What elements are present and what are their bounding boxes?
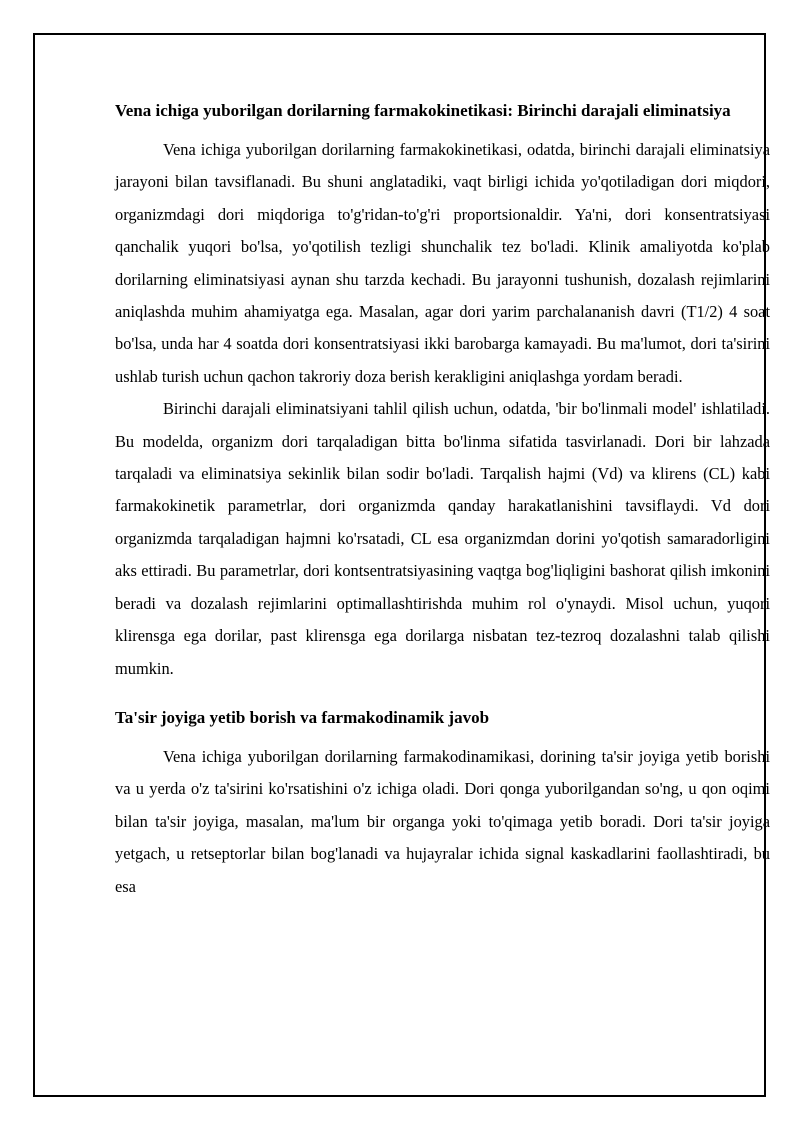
paragraph-1: Vena ichiga yuborilgan dorilarning farmakokinetikasi, odatda, birinchi darajali eliminatsiya jarayoni bilan tavsiflanadi. Bu shuni anglatadiki, vaqt birligi ichida yo'qotiladigan dori miqdori, organizmdagi dori miqdoriga to'g'ridan-to'g'ri proportsionaldir. Ya'ni, dori konsentratsiyasi qanchalik yuqori bo'lsa, yo'qotilish tezligi shunchalik tez bo'ladi. Klinik amaliyotda ko'plab dorilarning eliminatsiyasi aynan shu tarzda kechadi. Bu jarayonni tushunish, dozalash rejimlarini aniqlashda muhim ahamiyatga ega. Masalan, agar dori yarim parchalananish davri (T1/2) 4 soat bo'lsa, unda har 4 soatda dori konsentratsiyasi ikki barobarga kamayadi. Bu ma'lumot, dori ta'sirini ushlab turish uchun qachon takroriy doza berish kerakligini aniqlashga yordam beradi. [115, 140, 770, 386]
paragraph-3: Vena ichiga yuborilgan dorilarning farmakodinamikasi, dorining ta'sir joyiga yetib borishi va u yerda o'z ta'sirini ko'rsatishini o'z ichiga oladi. Dori qonga yuborilgandan so'ng, u qon oqimi bilan ta'sir joyiga, masalan, ma'lum bir organga yoki to'qimaga yetib boradi. Dori ta'sir joyiga yetgach, u retseptorlar bilan bog'lanadi va hujayralar ichida signal kaskadlarini faollashtiradi, bu esa [115, 746, 770, 896]
document-body [115, 98, 770, 903]
paragraph-2: Birinchi darajali eliminatsiyani tahlil qilish uchun, odatda, 'bir bo'linmali model' ishlatiladi. Bu modelda, organizm dori tarqaladigan bitta bo'linma sifatida tasvirlanadi. Dori bir lahzada tarqaladi va eliminatsiya sekinlik bilan sodir bo'ladi. Tarqalish hajmi (Vd) va klirens (CL) kabi farmakokinetik parametrlar, dori organizmda qanday harakatlanishini tavsiflaydi. Vd dori organizmda tarqaladigan hajmni ko'rsatadi, CL esa organizmdan dorini yo'qotish samaradorligini aks ettiradi. Bu parametrlar, dori kontsentratsiyasining vaqtga bog'liqligini bashorat qilish imkonini beradi va dozalash rejimlarini optimallashtirishda muhim rol o'ynaydi. Misol uchun, yuqori klirensga ega dorilar, past klirensga ega dorilarga nisbatan tez-tezroq dozalashni talab qilishi mumkin. [115, 399, 770, 678]
section-heading-2: Ta'sir joyiga yetib borish va farmakodinamik javob [115, 707, 490, 727]
section-heading-1: Vena ichiga yuborilgan dorilarning farmakokinetikasi: Birinchi darajali eliminatsiya [115, 101, 731, 120]
